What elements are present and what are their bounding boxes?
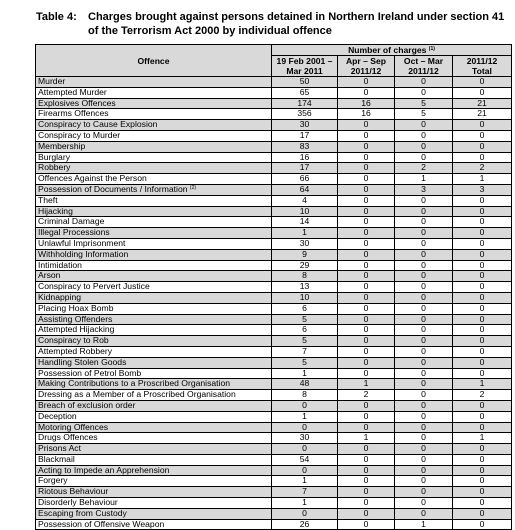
value-cell: 0 bbox=[338, 357, 395, 368]
col-header-total: 2011/12 Total bbox=[453, 56, 512, 77]
value-cell: 0 bbox=[338, 271, 395, 282]
value-cell: 0 bbox=[338, 152, 395, 163]
value-cell: 10 bbox=[272, 292, 338, 303]
value-cell: 0 bbox=[453, 368, 512, 379]
value-cell: 0 bbox=[453, 498, 512, 509]
value-cell: 1 bbox=[272, 228, 338, 239]
offence-cell: Handling Stolen Goods bbox=[36, 357, 272, 368]
offence-cell: Blackmail bbox=[36, 454, 272, 465]
offence-cell: Withholding Information bbox=[36, 249, 272, 260]
offence-cell: Conspiracy to Pervert Justice bbox=[36, 282, 272, 293]
value-cell: 0 bbox=[338, 498, 395, 509]
value-cell: 0 bbox=[338, 400, 395, 411]
value-cell: 0 bbox=[338, 130, 395, 141]
value-cell: 0 bbox=[453, 217, 512, 228]
table-row bbox=[36, 238, 512, 249]
offence-cell: Prisons Act bbox=[36, 444, 272, 455]
table-row bbox=[36, 433, 512, 444]
value-cell: 0 bbox=[395, 379, 453, 390]
table-row bbox=[36, 411, 512, 422]
value-cell: 65 bbox=[272, 87, 338, 98]
value-cell: 0 bbox=[395, 444, 453, 455]
offence-cell: Acting to Impede an Apprehension bbox=[36, 465, 272, 476]
value-cell: 0 bbox=[453, 454, 512, 465]
value-cell: 0 bbox=[395, 368, 453, 379]
value-cell: 8 bbox=[272, 390, 338, 401]
value-cell: 0 bbox=[395, 271, 453, 282]
table-row bbox=[36, 379, 512, 390]
value-cell: 0 bbox=[338, 487, 395, 498]
offence-cell: Possession of Petrol Bomb bbox=[36, 368, 272, 379]
value-cell: 0 bbox=[338, 454, 395, 465]
value-cell: 0 bbox=[338, 346, 395, 357]
value-cell: 0 bbox=[272, 444, 338, 455]
charges-table bbox=[35, 44, 512, 530]
offence-cell: Deception bbox=[36, 411, 272, 422]
value-cell: 0 bbox=[453, 411, 512, 422]
value-cell: 5 bbox=[395, 98, 453, 109]
offence-cell: Dressing as a Member of a Proscribed Organisation bbox=[36, 390, 272, 401]
offence-cell: Breach of exclusion order bbox=[36, 400, 272, 411]
offence-cell: Making Contributions to a Proscribed Organisation bbox=[36, 379, 272, 390]
value-cell: 7 bbox=[272, 487, 338, 498]
value-cell: 14 bbox=[272, 217, 338, 228]
value-cell: 0 bbox=[338, 174, 395, 185]
table-row bbox=[36, 130, 512, 141]
table-row bbox=[36, 282, 512, 293]
value-cell: 0 bbox=[453, 476, 512, 487]
table-number: Table 4: bbox=[36, 11, 77, 23]
value-cell: 29 bbox=[272, 260, 338, 271]
value-cell: 0 bbox=[395, 152, 453, 163]
value-cell: 17 bbox=[272, 130, 338, 141]
value-cell: 0 bbox=[338, 314, 395, 325]
value-cell: 0 bbox=[338, 422, 395, 433]
value-cell: 0 bbox=[395, 498, 453, 509]
value-cell: 0 bbox=[453, 228, 512, 239]
table-row bbox=[36, 368, 512, 379]
value-cell: 66 bbox=[272, 174, 338, 185]
table-row bbox=[36, 77, 512, 88]
offence-cell: Criminal Damage bbox=[36, 217, 272, 228]
table-row bbox=[36, 303, 512, 314]
table-row bbox=[36, 519, 512, 530]
offence-cell: Assisting Offenders bbox=[36, 314, 272, 325]
table-row bbox=[36, 141, 512, 152]
value-cell: 0 bbox=[338, 282, 395, 293]
value-cell: 54 bbox=[272, 454, 338, 465]
table-row bbox=[36, 260, 512, 271]
col-header-oct-mar: Oct – Mar 2011/12 bbox=[395, 56, 453, 77]
value-cell: 0 bbox=[395, 292, 453, 303]
value-cell: 0 bbox=[395, 195, 453, 206]
table-row bbox=[36, 174, 512, 185]
table-row bbox=[36, 357, 512, 368]
table-row bbox=[36, 422, 512, 433]
value-cell: 0 bbox=[453, 292, 512, 303]
value-cell: 0 bbox=[338, 195, 395, 206]
value-cell: 0 bbox=[338, 303, 395, 314]
value-cell: 0 bbox=[395, 390, 453, 401]
value-cell: 21 bbox=[453, 98, 512, 109]
table-row bbox=[36, 195, 512, 206]
value-cell: 0 bbox=[338, 508, 395, 519]
value-cell: 0 bbox=[453, 487, 512, 498]
value-cell: 0 bbox=[395, 487, 453, 498]
value-cell: 16 bbox=[338, 109, 395, 120]
table-row bbox=[36, 228, 512, 239]
value-cell: 0 bbox=[395, 314, 453, 325]
offence-cell: Unlawful Imprisonment bbox=[36, 238, 272, 249]
value-cell: 0 bbox=[395, 465, 453, 476]
table-row bbox=[36, 120, 512, 131]
value-cell: 0 bbox=[453, 314, 512, 325]
value-cell: 0 bbox=[338, 444, 395, 455]
value-cell: 0 bbox=[338, 336, 395, 347]
value-cell: 0 bbox=[453, 120, 512, 131]
value-cell: 64 bbox=[272, 184, 338, 195]
value-cell: 0 bbox=[395, 400, 453, 411]
col-header-2001-2011: 19 Feb 2001 – Mar 2011 bbox=[272, 56, 338, 77]
value-cell: 0 bbox=[272, 465, 338, 476]
value-cell: 0 bbox=[453, 195, 512, 206]
value-cell: 5 bbox=[272, 357, 338, 368]
offence-cell: Placing Hoax Bomb bbox=[36, 303, 272, 314]
value-cell: 0 bbox=[395, 508, 453, 519]
value-cell: 0 bbox=[338, 217, 395, 228]
offence-cell: Escaping from Custody bbox=[36, 508, 272, 519]
value-cell: 6 bbox=[272, 303, 338, 314]
value-cell: 0 bbox=[453, 465, 512, 476]
value-cell: 0 bbox=[453, 152, 512, 163]
value-cell: 0 bbox=[395, 77, 453, 88]
offence-cell: Arson bbox=[36, 271, 272, 282]
value-cell: 0 bbox=[453, 519, 512, 530]
offence-cell: Kidnapping bbox=[36, 292, 272, 303]
value-cell: 0 bbox=[453, 336, 512, 347]
value-cell: 0 bbox=[395, 130, 453, 141]
table-row bbox=[36, 400, 512, 411]
value-cell: 0 bbox=[453, 130, 512, 141]
value-cell: 0 bbox=[395, 141, 453, 152]
value-cell: 30 bbox=[272, 120, 338, 131]
value-cell: 5 bbox=[272, 314, 338, 325]
value-cell: 0 bbox=[395, 249, 453, 260]
table-row bbox=[36, 109, 512, 120]
value-cell: 0 bbox=[453, 271, 512, 282]
table-row bbox=[36, 346, 512, 357]
value-cell: 0 bbox=[338, 163, 395, 174]
value-cell: 13 bbox=[272, 282, 338, 293]
value-cell: 0 bbox=[395, 357, 453, 368]
offence-cell: Theft bbox=[36, 195, 272, 206]
offence-cell: Intimidation bbox=[36, 260, 272, 271]
value-cell: 174 bbox=[272, 98, 338, 109]
value-cell: 50 bbox=[272, 77, 338, 88]
table-row bbox=[36, 206, 512, 217]
value-cell: 0 bbox=[338, 476, 395, 487]
offence-cell: Attempted Murder bbox=[36, 87, 272, 98]
value-cell: 10 bbox=[272, 206, 338, 217]
offence-cell: Attempted Robbery bbox=[36, 346, 272, 357]
offence-cell: Drugs Offences bbox=[36, 433, 272, 444]
offence-cell: Hijacking bbox=[36, 206, 272, 217]
value-cell: 7 bbox=[272, 346, 338, 357]
table-row bbox=[36, 465, 512, 476]
value-cell: 48 bbox=[272, 379, 338, 390]
offence-cell: Offences Against the Person bbox=[36, 174, 272, 185]
table-row bbox=[36, 487, 512, 498]
value-cell: 1 bbox=[453, 433, 512, 444]
value-cell: 1 bbox=[395, 519, 453, 530]
value-cell: 0 bbox=[395, 411, 453, 422]
value-cell: 0 bbox=[395, 217, 453, 228]
table-title bbox=[36, 10, 506, 38]
value-cell: 1 bbox=[272, 498, 338, 509]
value-cell: 0 bbox=[453, 238, 512, 249]
value-cell: 16 bbox=[338, 98, 395, 109]
value-cell: 5 bbox=[272, 336, 338, 347]
value-cell: 0 bbox=[395, 433, 453, 444]
value-cell: 0 bbox=[395, 336, 453, 347]
value-cell: 2 bbox=[453, 390, 512, 401]
value-cell: 0 bbox=[338, 411, 395, 422]
value-cell: 8 bbox=[272, 271, 338, 282]
value-cell: 26 bbox=[272, 519, 338, 530]
offence-cell: Explosives Offences bbox=[36, 98, 272, 109]
table-row bbox=[36, 152, 512, 163]
value-cell: 0 bbox=[395, 346, 453, 357]
value-cell: 0 bbox=[338, 228, 395, 239]
value-cell: 3 bbox=[395, 184, 453, 195]
value-cell: 0 bbox=[272, 508, 338, 519]
value-cell: 0 bbox=[338, 519, 395, 530]
table-row bbox=[36, 444, 512, 455]
table-row bbox=[36, 476, 512, 487]
table-row bbox=[36, 292, 512, 303]
value-cell: 30 bbox=[272, 238, 338, 249]
value-cell: 0 bbox=[453, 357, 512, 368]
value-cell: 0 bbox=[338, 249, 395, 260]
value-cell: 2 bbox=[395, 163, 453, 174]
value-cell: 0 bbox=[453, 422, 512, 433]
value-cell: 21 bbox=[453, 109, 512, 120]
value-cell: 0 bbox=[395, 422, 453, 433]
value-cell: 0 bbox=[453, 444, 512, 455]
value-cell: 16 bbox=[272, 152, 338, 163]
value-cell: 0 bbox=[453, 87, 512, 98]
offence-cell: Attempted Hijacking bbox=[36, 325, 272, 336]
value-cell: 0 bbox=[395, 303, 453, 314]
value-cell: 0 bbox=[338, 292, 395, 303]
table-row bbox=[36, 249, 512, 260]
value-cell: 0 bbox=[395, 120, 453, 131]
table-row bbox=[36, 498, 512, 509]
value-cell: 1 bbox=[272, 476, 338, 487]
value-cell: 0 bbox=[453, 141, 512, 152]
value-cell: 1 bbox=[272, 411, 338, 422]
offence-cell: Burglary bbox=[36, 152, 272, 163]
offence-cell: Conspiracy to Rob bbox=[36, 336, 272, 347]
value-cell: 4 bbox=[272, 195, 338, 206]
table-row bbox=[36, 336, 512, 347]
group-footnote: (1) bbox=[428, 46, 435, 52]
value-cell: 0 bbox=[453, 282, 512, 293]
value-cell: 0 bbox=[338, 120, 395, 131]
value-cell: 0 bbox=[453, 249, 512, 260]
offence-cell: Illegal Processions bbox=[36, 228, 272, 239]
value-cell: 5 bbox=[395, 109, 453, 120]
table-body bbox=[36, 77, 512, 530]
value-cell: 0 bbox=[395, 476, 453, 487]
value-cell: 1 bbox=[338, 379, 395, 390]
value-cell: 2 bbox=[338, 390, 395, 401]
value-cell: 0 bbox=[453, 303, 512, 314]
number-of-charges-header: Number of charges $^{(1)}$ bbox=[272, 45, 512, 56]
value-cell: 0 bbox=[395, 454, 453, 465]
col-header-apr-sep: Apr – Sep 2011/12 bbox=[338, 56, 395, 77]
value-cell: 1 bbox=[395, 174, 453, 185]
offence-cell: Possession of Documents / Information $^{(2)}$ bbox=[36, 184, 272, 195]
value-cell: 0 bbox=[453, 508, 512, 519]
value-cell: 0 bbox=[453, 325, 512, 336]
value-cell: 30 bbox=[272, 433, 338, 444]
value-cell: 17 bbox=[272, 163, 338, 174]
table-row bbox=[36, 390, 512, 401]
value-cell: 3 bbox=[453, 184, 512, 195]
value-cell: 0 bbox=[338, 141, 395, 152]
value-cell: 0 bbox=[272, 400, 338, 411]
table-title-text: Charges brought against persons detained in Northern Ireland under section 41 of the Terrorism Act 2000 by individual offence bbox=[88, 11, 505, 37]
value-cell: 1 bbox=[453, 379, 512, 390]
table-row bbox=[36, 325, 512, 336]
offence-cell: Firearms Offences bbox=[36, 109, 272, 120]
value-cell: 2 bbox=[453, 163, 512, 174]
value-cell: 0 bbox=[338, 184, 395, 195]
offence-cell: Motoring Offences bbox=[36, 422, 272, 433]
table-row bbox=[36, 184, 512, 195]
value-cell: 9 bbox=[272, 249, 338, 260]
value-cell: 83 bbox=[272, 141, 338, 152]
value-cell: 0 bbox=[453, 206, 512, 217]
offence-cell: Disorderly Behaviour bbox=[36, 498, 272, 509]
offence-cell: Conspiracy to Murder bbox=[36, 130, 272, 141]
value-cell: 6 bbox=[272, 325, 338, 336]
value-cell: 1 bbox=[272, 368, 338, 379]
value-cell: 0 bbox=[338, 206, 395, 217]
value-cell: 0 bbox=[338, 465, 395, 476]
value-cell: 0 bbox=[453, 77, 512, 88]
value-cell: 0 bbox=[453, 400, 512, 411]
value-cell: 0 bbox=[395, 260, 453, 271]
value-cell: 0 bbox=[395, 238, 453, 249]
value-cell: 0 bbox=[338, 368, 395, 379]
table-row bbox=[36, 217, 512, 228]
offence-cell: Riotous Behaviour bbox=[36, 487, 272, 498]
offence-cell: Forgery bbox=[36, 476, 272, 487]
value-cell: 1 bbox=[338, 433, 395, 444]
table-row bbox=[36, 98, 512, 109]
value-cell: 0 bbox=[338, 77, 395, 88]
table-row bbox=[36, 87, 512, 98]
value-cell: 0 bbox=[453, 346, 512, 357]
value-cell: 0 bbox=[272, 422, 338, 433]
value-cell: 0 bbox=[338, 260, 395, 271]
value-cell: 0 bbox=[395, 228, 453, 239]
value-cell: 0 bbox=[395, 282, 453, 293]
value-cell: 0 bbox=[395, 206, 453, 217]
table-row bbox=[36, 163, 512, 174]
offence-cell: Membership bbox=[36, 141, 272, 152]
offence-cell: Murder bbox=[36, 77, 272, 88]
value-cell: 0 bbox=[395, 325, 453, 336]
table-row bbox=[36, 314, 512, 325]
table-row bbox=[36, 271, 512, 282]
offence-cell: Robbery bbox=[36, 163, 272, 174]
value-cell: 0 bbox=[338, 238, 395, 249]
value-cell: 0 bbox=[338, 87, 395, 98]
offence-cell: Possession of Offensive Weapon bbox=[36, 519, 272, 530]
value-cell: 0 bbox=[453, 260, 512, 271]
value-cell: 1 bbox=[453, 174, 512, 185]
offence-cell: Conspiracy to Cause Explosion bbox=[36, 120, 272, 131]
value-cell: 0 bbox=[395, 87, 453, 98]
offence-header: Offence bbox=[36, 45, 272, 77]
offence-footnote: (2) bbox=[189, 184, 197, 191]
value-cell: 0 bbox=[338, 325, 395, 336]
table-row bbox=[36, 454, 512, 465]
value-cell: 356 bbox=[272, 109, 338, 120]
